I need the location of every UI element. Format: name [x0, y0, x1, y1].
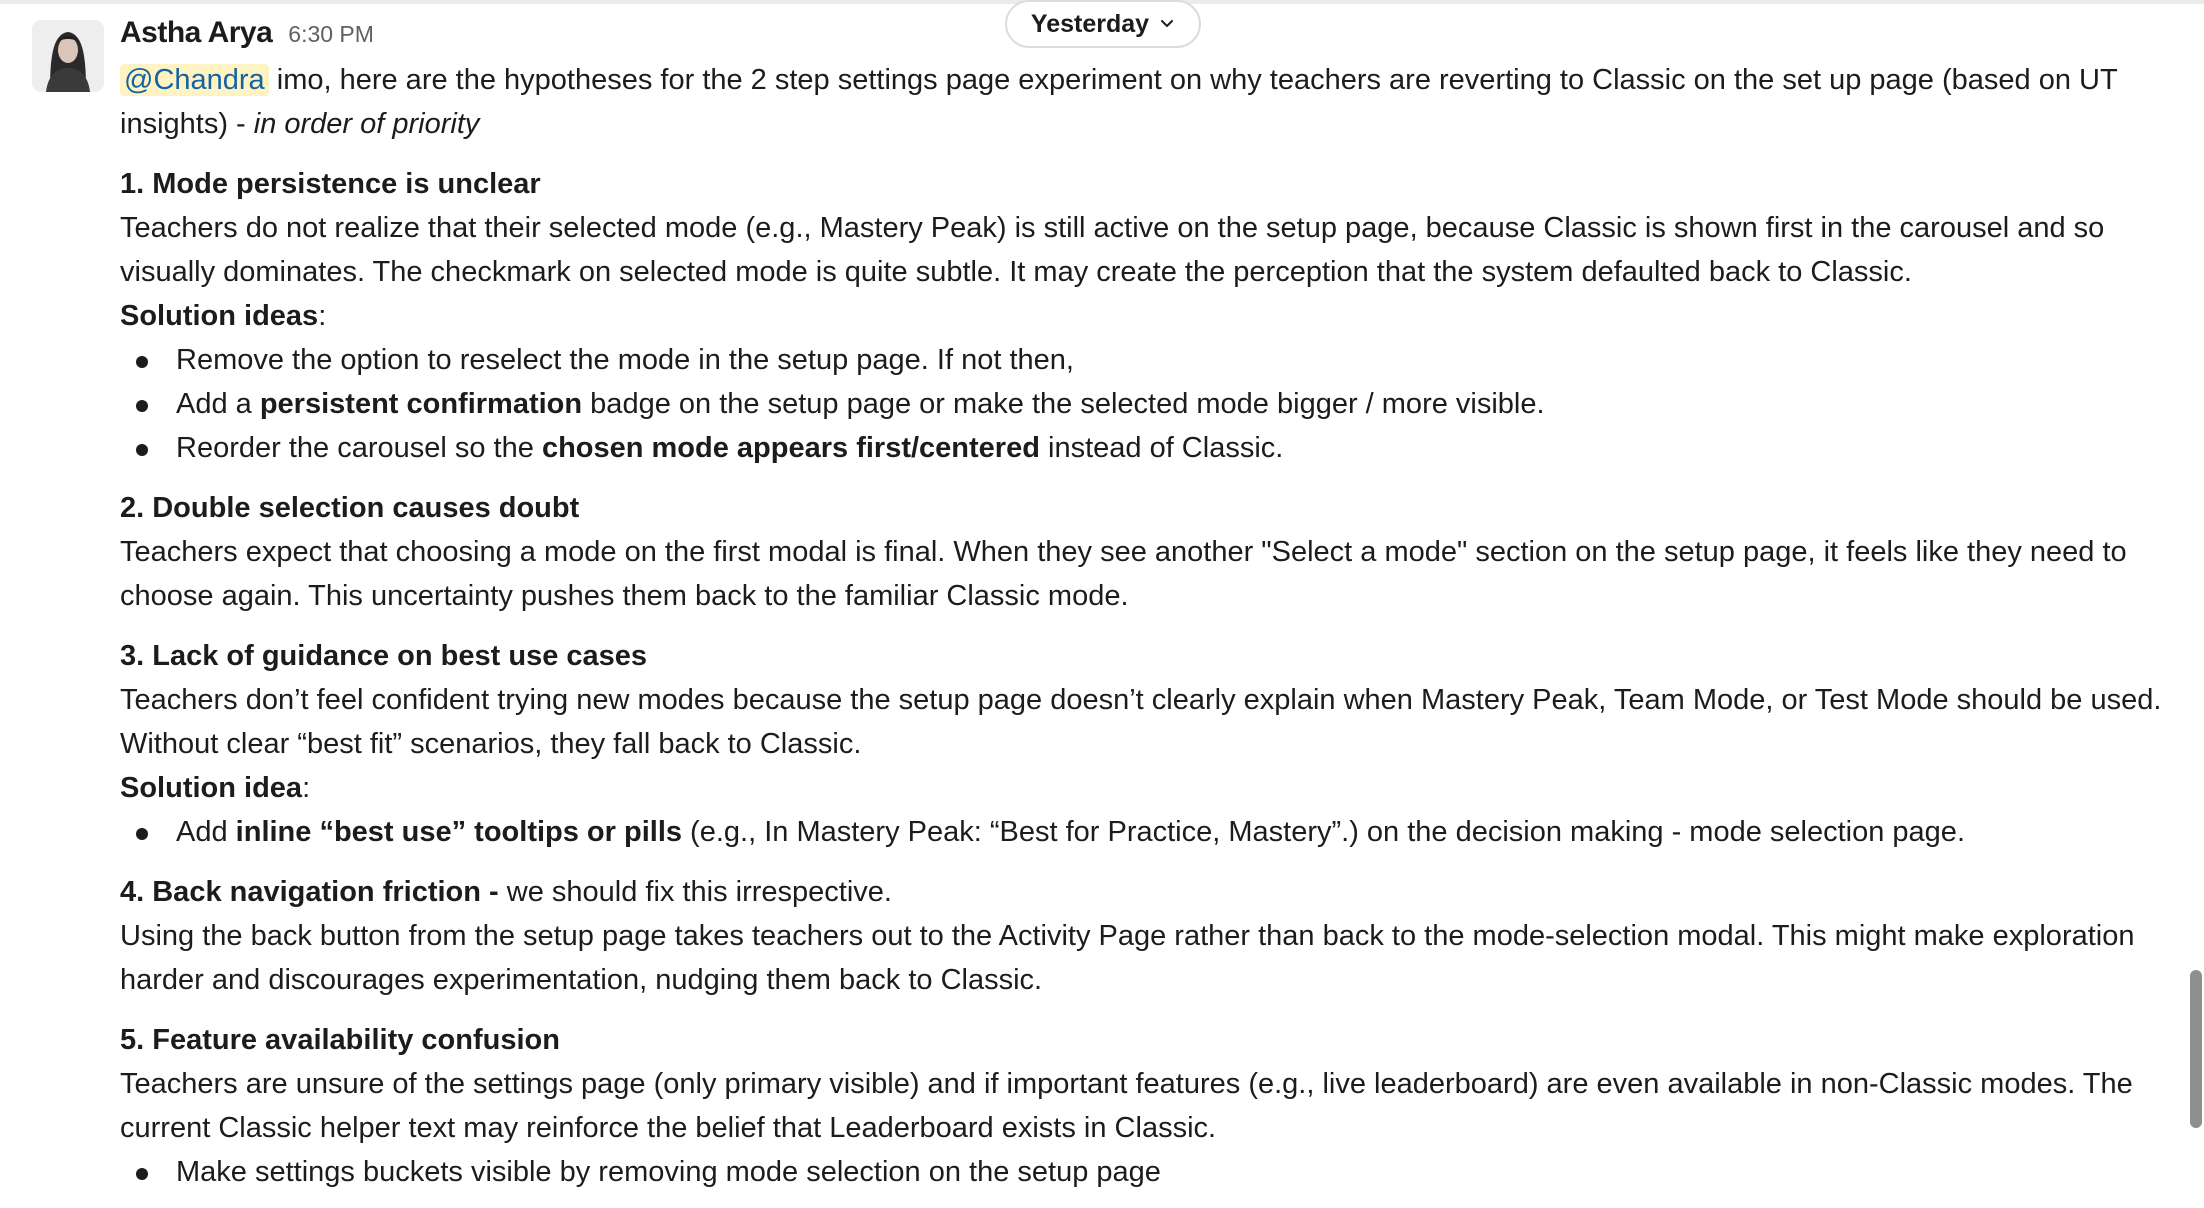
hypothesis-1	[120, 162, 2170, 470]
hypothesis-4	[120, 870, 2170, 1002]
intro-paragraph	[120, 58, 2170, 146]
message-body	[120, 58, 2170, 1194]
intro-text: imo, here are the hypotheses for the 2 step settings page experiment on why teachers are reverting to Classic on the set up page (based on UT insights) -	[120, 64, 2118, 140]
user-avatar-icon	[32, 20, 104, 92]
hypothesis-2-title: 2. Double selection causes doubt	[120, 492, 580, 524]
list-item: Reorder the carousel so the chosen mode appears first/centered instead of Classic.	[120, 426, 2170, 470]
hypothesis-3	[120, 634, 2170, 854]
sender-name[interactable]: Astha Arya	[120, 16, 273, 49]
avatar[interactable]	[32, 20, 104, 92]
message	[120, 16, 2170, 1194]
list-item: Make settings buckets visible by removing mode selection on the setup page	[120, 1150, 2170, 1194]
list-item: Add a persistent confirmation badge on the setup page or make the selected mode bigger / more visible.	[120, 382, 2170, 426]
message-timestamp[interactable]: 6:30 PM	[288, 21, 374, 47]
intro-italic: in order of priority	[253, 108, 480, 140]
user-mention[interactable]: @Chandra	[120, 64, 269, 96]
hypothesis-1-body: Teachers do not realize that their selected mode (e.g., Mastery Peak) is still active on the setup page, because Classic is shown first in the carousel and so visually dominates. The checkmark on selected mode is quite subtle. It may create the perception that the system defaulted back to Classic.	[120, 212, 2105, 288]
list-item: Remove the option to reselect the mode in the setup page. If not then,	[120, 338, 2170, 382]
hypothesis-2-body: Teachers expect that choosing a mode on the first modal is final. When they see another "Select a mode" section on the setup page, it feels like they need to choose again. This uncertainty pushes them back to the familiar Classic mode.	[120, 536, 2127, 612]
hypothesis-4-body: Using the back button from the setup page takes teachers out to the Activity Page rather than back to the mode-selection modal. This might make exploration harder and discourages experimentation, nudging them back to Classic.	[120, 920, 2135, 996]
hypothesis-1-title: 1. Mode persistence is unclear	[120, 168, 541, 200]
date-divider-label: Yesterday	[1030, 9, 1150, 38]
hypothesis-3-bullets	[120, 810, 2170, 854]
scrollbar-thumb[interactable]	[2190, 970, 2202, 1128]
hypothesis-1-bullets	[120, 338, 2170, 470]
hypothesis-2	[120, 486, 2170, 618]
hypothesis-3-solution-label: Solution idea:	[120, 772, 311, 804]
hypothesis-5-body: Teachers are unsure of the settings page (only primary visible) and if important features (e.g., live leaderboard) are even available in non-Classic modes. The current Classic helper text may reinforce the belief that Leaderboard exists in Classic.	[120, 1068, 2133, 1144]
hypothesis-4-title: 4. Back navigation friction - we should fix this irrespective.	[120, 876, 892, 908]
hypothesis-5-title: 5. Feature availability confusion	[120, 1024, 560, 1056]
hypothesis-3-body: Teachers don’t feel confident trying new modes because the setup page doesn’t clearly explain when Mastery Peak, Team Mode, or Test Mode should be used. Without clear “best fit” scenarios, they fall back to Classic.	[120, 684, 2162, 760]
hypothesis-5-bullets	[120, 1150, 2170, 1194]
hypothesis-3-title: 3. Lack of guidance on best use cases	[120, 640, 648, 672]
list-item: Add inline “best use” tooltips or pills (e.g., In Mastery Peak: “Best for Practice, Mastery”.) on the decision making - mode selection page.	[120, 810, 2170, 854]
hypothesis-1-solution-label: Solution ideas:	[120, 300, 327, 332]
message-header	[120, 16, 2170, 58]
hypothesis-5	[120, 1018, 2170, 1194]
